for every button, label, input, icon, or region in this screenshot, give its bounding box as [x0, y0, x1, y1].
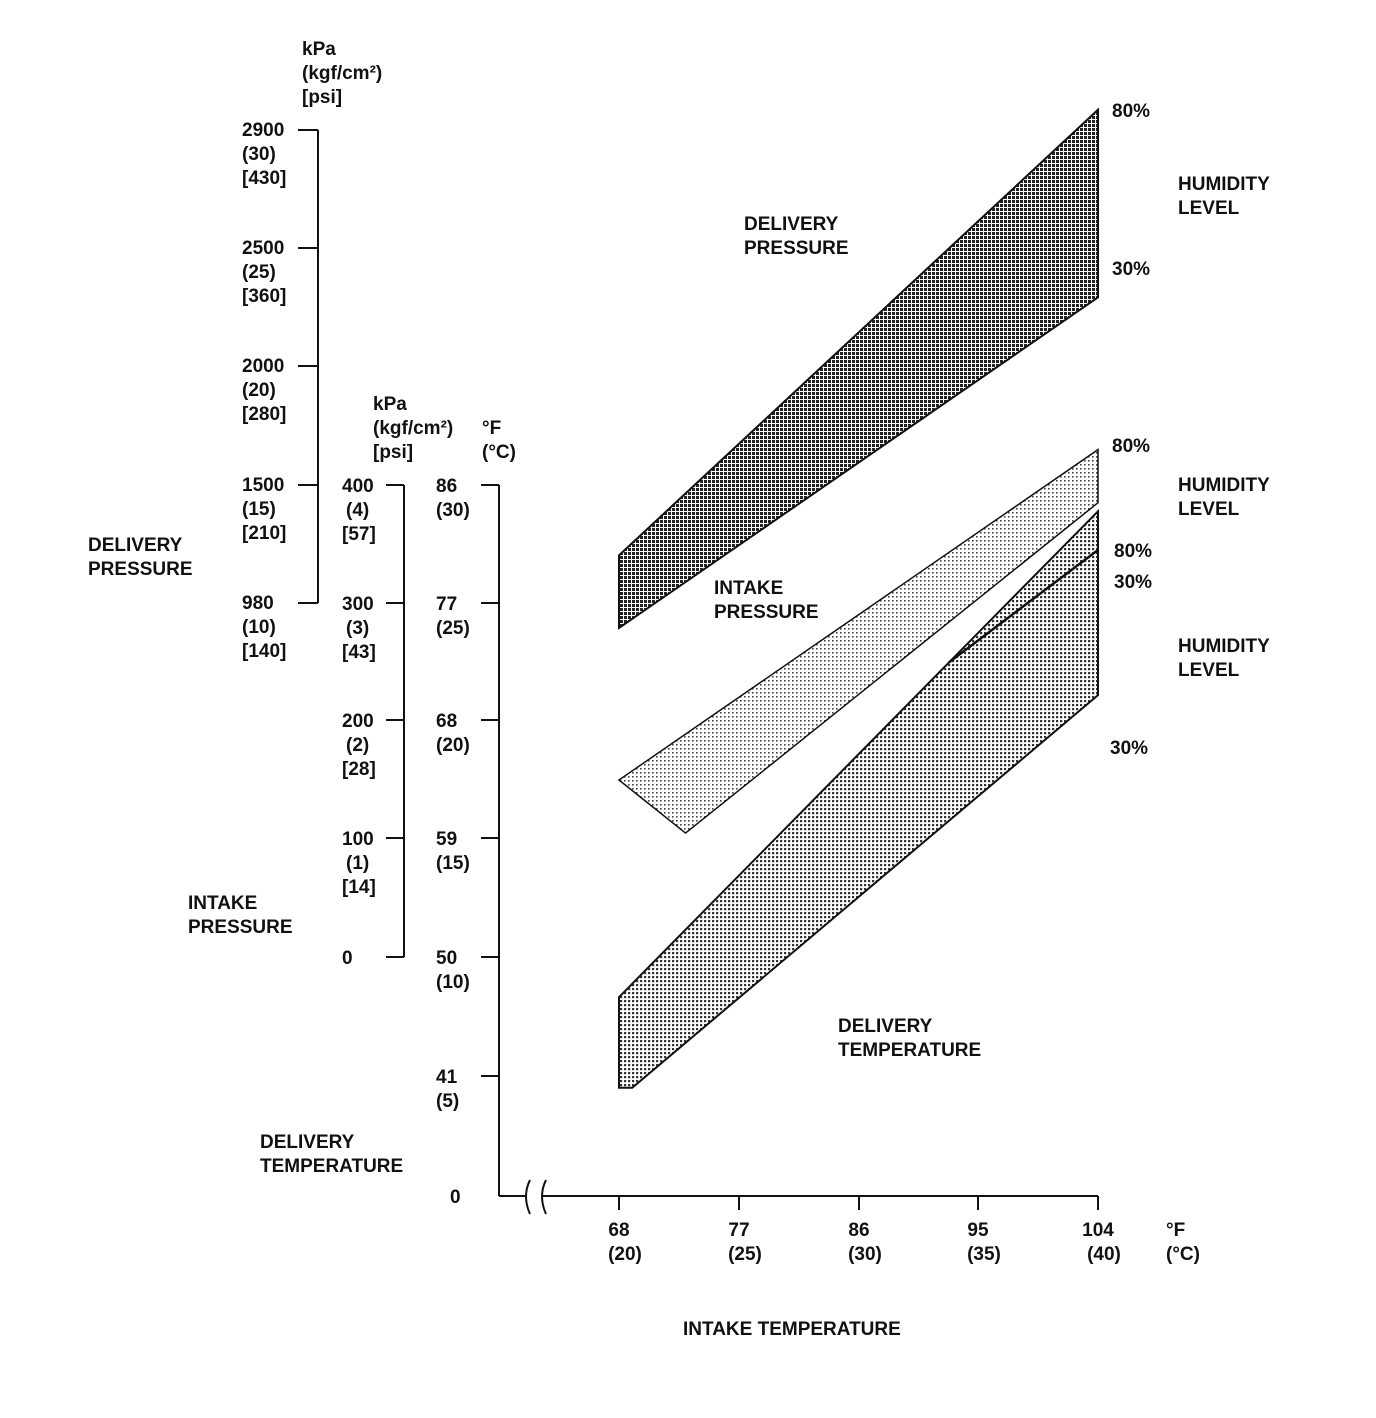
dt-tick-f: 77 — [436, 594, 458, 615]
x-tick-c: (40) — [1087, 1244, 1121, 1265]
axis-break-symbol — [526, 1180, 546, 1214]
ip-unit-kpa: kPa — [373, 394, 407, 415]
dp-tick-kpa: 1500 — [242, 475, 285, 496]
dt-band-upper-label: 30% — [1114, 572, 1153, 593]
dt-unit-f: °F — [482, 418, 502, 439]
dt-tick-c: (15) — [436, 853, 470, 874]
x-unit-f: °F — [1166, 1220, 1186, 1241]
x-tick-f: 95 — [967, 1220, 989, 1241]
dp-tick-kpa: 2500 — [242, 238, 285, 259]
x-unit-c: (°C) — [1166, 1244, 1200, 1265]
dp-tick-kgf: (10) — [242, 617, 276, 638]
dp-tick-kpa: 980 — [242, 593, 274, 614]
dp-tick-kpa: 2000 — [242, 356, 285, 377]
ip-band-label-line1: INTAKE — [714, 578, 784, 599]
ip-tick-kpa: 0 — [342, 948, 353, 969]
x-tick-c: (20) — [608, 1244, 642, 1265]
ip-tick-psi: [14] — [342, 877, 376, 898]
dt-tick-f: 86 — [436, 476, 458, 497]
dp-tick-psi: [210] — [242, 523, 287, 544]
ip-band-label-line2: PRESSURE — [714, 602, 819, 623]
x-tick-c: (25) — [728, 1244, 762, 1265]
dp-tick-psi: [430] — [242, 168, 287, 189]
x-tick-f: 68 — [608, 1220, 630, 1241]
dt-tick-c: (20) — [436, 735, 470, 756]
dp-title-line1: DELIVERY — [88, 535, 183, 556]
ip-tick-psi: [43] — [342, 642, 376, 663]
dt-tick-f: 68 — [436, 711, 458, 732]
dt-tick-f: 59 — [436, 829, 458, 850]
dp-tick-psi: [280] — [242, 404, 287, 425]
humidity-bands — [619, 110, 1098, 1088]
delivery-temperature-axis — [260, 418, 516, 1208]
x-axis — [499, 1180, 1200, 1340]
x-tick-c: (35) — [967, 1244, 1001, 1265]
dt-humidity-line2: LEVEL — [1178, 660, 1240, 681]
dt-title-line1: DELIVERY — [260, 1132, 355, 1153]
dt-humidity-line1: HUMIDITY — [1178, 636, 1270, 657]
dp-unit-kgf: (kgf/cm²) — [302, 63, 383, 84]
dt-band-label-line2: TEMPERATURE — [838, 1040, 982, 1061]
dp-tick-kpa: 2900 — [242, 120, 285, 141]
dt-title-line2: TEMPERATURE — [260, 1156, 404, 1177]
dp-tick-kgf: (15) — [242, 499, 276, 520]
x-tick-f: 77 — [728, 1220, 750, 1241]
ip-tick-kgf: (1) — [346, 853, 370, 874]
ip-unit-psi: [psi] — [373, 442, 414, 463]
ip-title-line1: INTAKE — [188, 893, 258, 914]
delivery-pressure-axis — [88, 39, 382, 662]
ip-tick-psi: [28] — [342, 759, 376, 780]
dp-unit-psi: [psi] — [302, 87, 343, 108]
ip-band-upper-label: 80% — [1112, 436, 1151, 457]
dp-title-line2: PRESSURE — [88, 559, 193, 580]
dp-tick-kgf: (20) — [242, 380, 276, 401]
dp-humidity-line2: LEVEL — [1178, 198, 1240, 219]
dt-tick-f: 41 — [436, 1067, 458, 1088]
dt-tick-c: (5) — [436, 1091, 460, 1112]
dp-humidity-line1: HUMIDITY — [1178, 174, 1270, 195]
dt-band-label-line1: DELIVERY — [838, 1016, 933, 1037]
ip-tick-kpa: 200 — [342, 711, 374, 732]
ip-tick-kgf: (4) — [346, 500, 370, 521]
dp-band-label-line2: PRESSURE — [744, 238, 849, 259]
dt-tick-c: (10) — [436, 972, 470, 993]
dt-band-top-label: 80% — [1114, 541, 1153, 562]
ip-tick-kpa: 100 — [342, 829, 374, 850]
ip-tick-kpa: 400 — [342, 476, 374, 497]
dp-band-lower-label: 30% — [1112, 259, 1151, 280]
ip-title-line2: PRESSURE — [188, 917, 293, 938]
ip-unit-kgf: (kgf/cm²) — [373, 418, 454, 439]
dt-tick-f: 50 — [436, 948, 458, 969]
x-axis-title: INTAKE TEMPERATURE — [683, 1319, 901, 1340]
ip-tick-psi: [57] — [342, 524, 376, 545]
dt-band-lower-label: 30% — [1110, 738, 1149, 759]
dt-unit-c: (°C) — [482, 442, 516, 463]
dp-tick-psi: [360] — [242, 286, 287, 307]
dt-tick-c: (25) — [436, 618, 470, 639]
dt-tick-c: (30) — [436, 500, 470, 521]
dp-tick-kgf: (30) — [242, 144, 276, 165]
ip-humidity-line2: LEVEL — [1178, 499, 1240, 520]
ip-tick-kgf: (3) — [346, 618, 370, 639]
intake-pressure-axis — [188, 394, 453, 969]
ip-humidity-line1: HUMIDITY — [1178, 475, 1270, 496]
dt-tick-f: 0 — [450, 1187, 461, 1208]
dp-unit-kpa: kPa — [302, 39, 336, 60]
ip-tick-kgf: (2) — [346, 735, 370, 756]
x-tick-c: (30) — [848, 1244, 882, 1265]
dp-tick-psi: [140] — [242, 641, 287, 662]
dp-band-label-line1: DELIVERY — [744, 214, 839, 235]
ip-tick-kpa: 300 — [342, 594, 374, 615]
x-tick-f: 104 — [1082, 1220, 1114, 1241]
x-tick-f: 86 — [848, 1220, 870, 1241]
dp-band-upper-label: 80% — [1112, 101, 1151, 122]
dp-tick-kgf: (25) — [242, 262, 276, 283]
